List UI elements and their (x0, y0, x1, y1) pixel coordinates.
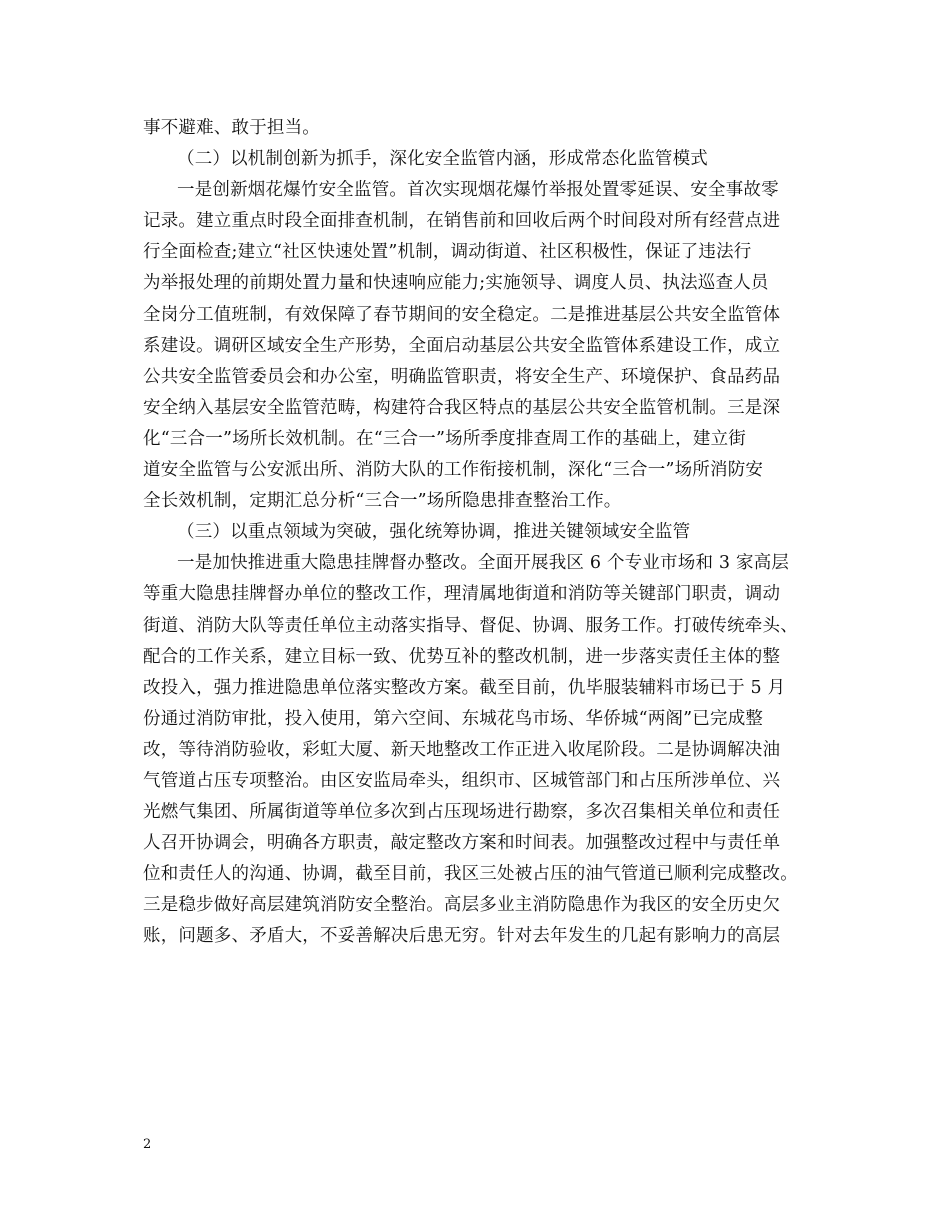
paragraph-line: 配合的工作关系，建立目标一致、优势互补的整改机制，进一步落实责任主体的整 (143, 646, 781, 667)
paragraph-line: 人召开协调会，明确各方职责，敲定整改方案和时间表。加强整改过程中与责任单 (143, 833, 781, 854)
paragraph-line: 等重大隐患挂牌督办单位的整改工作，理清属地街道和消防等关键部门职责，调动 (143, 584, 781, 605)
paragraph-line: 气管道占压专项整治。由区安监局牵头，组织市、区城管部门和占压所涉单位、兴 (143, 770, 781, 791)
paragraph-line: 位和责任人的沟通、协调，截至目前，我区三处被占压的油气管道已顺利完成整改。 (143, 864, 798, 885)
section-heading-3: （三）以重点领域为突破，强化统筹协调，推进关键领域安全监管 (177, 522, 691, 543)
paragraph-line: 系建设。调研区域安全生产形势，全面启动基层公共安全监管体系建设工作，成立 (143, 335, 781, 356)
paragraph-line: 化“三合一”场所长效机制。在“三合一”场所季度排查周工作的基础上，建立街 (143, 428, 746, 449)
paragraph-line: 账，问题多、矛盾大，不妥善解决后患无穷。针对去年发生的几起有影响力的高层 (143, 926, 781, 947)
paragraph-line: 全岗分工值班制，有效保障了春节期间的安全稳定。二是推进基层公共安全监管体 (143, 304, 781, 325)
paragraph-line: 记录。建立重点时段全面排查机制，在销售前和回收后两个时间段对所有经营点进 (143, 211, 781, 232)
body-text (143, 113, 808, 953)
paragraph-line: 改投入，强力推进隐患单位落实整改方案。截至目前，仇毕服装辅料市场已于 5 月 (143, 677, 786, 698)
paragraph-line: 一是加快推进重大隐患挂牌督办整改。全面开展我区 6 个专业市场和 3 家高层 (177, 553, 790, 574)
paragraph-line: 行全面检查;建立“社区快速处置”机制，调动街道、社区积极性，保证了违法行 (143, 242, 752, 263)
paragraph-continuation-line: 事不避难、敢于担当。 (143, 118, 320, 138)
paragraph-line: 道安全监管与公安派出所、消防大队的工作衔接机制，深化“三合一”场所消防安 (143, 460, 764, 481)
paragraph-line: 三是稳步做好高层建筑消防安全整治。高层多业主消防隐患作为我区的安全历史欠 (143, 895, 781, 916)
page-number: 2 (143, 1137, 152, 1152)
paragraph-line: 安全纳入基层安全监管范畴，构建符合我区特点的基层公共安全监管机制。三是深 (143, 397, 781, 418)
paragraph-line: 公共安全监管委员会和办公室，明确监管职责，将安全生产、环境保护、食品药品 (143, 366, 781, 387)
section-heading-2: （二）以机制创新为抓手，深化安全监管内涵，形成常态化监管模式 (177, 149, 708, 170)
paragraph-line: 光燃气集团、所属街道等单位多次到占压现场进行勘察，多次召集相关单位和责任 (143, 802, 781, 823)
paragraph-line: 街道、消防大队等责任单位主动落实指导、督促、协调、服务工作。打破传统牵头、 (143, 615, 798, 636)
paragraph-line: 份通过消防审批，投入使用，第六空间、东城花鸟市场、华侨城“两阁”已完成整 (143, 708, 764, 729)
paragraph-line: 一是创新烟花爆竹安全监管。首次实现烟花爆竹举报处置零延误、安全事故零 (177, 180, 779, 201)
paragraph-line: 全长效机制，定期汇总分析“三合一”场所隐患排查整治工作。 (143, 491, 622, 512)
paragraph-line: 改，等待消防验收，彩虹大厦、新天地整改工作正进入收尾阶段。二是协调解决油 (143, 739, 781, 760)
paragraph-line: 为举报处理的前期处置力量和快速响应能力;实施领导、调度人员、执法巡查人员 (143, 273, 769, 294)
